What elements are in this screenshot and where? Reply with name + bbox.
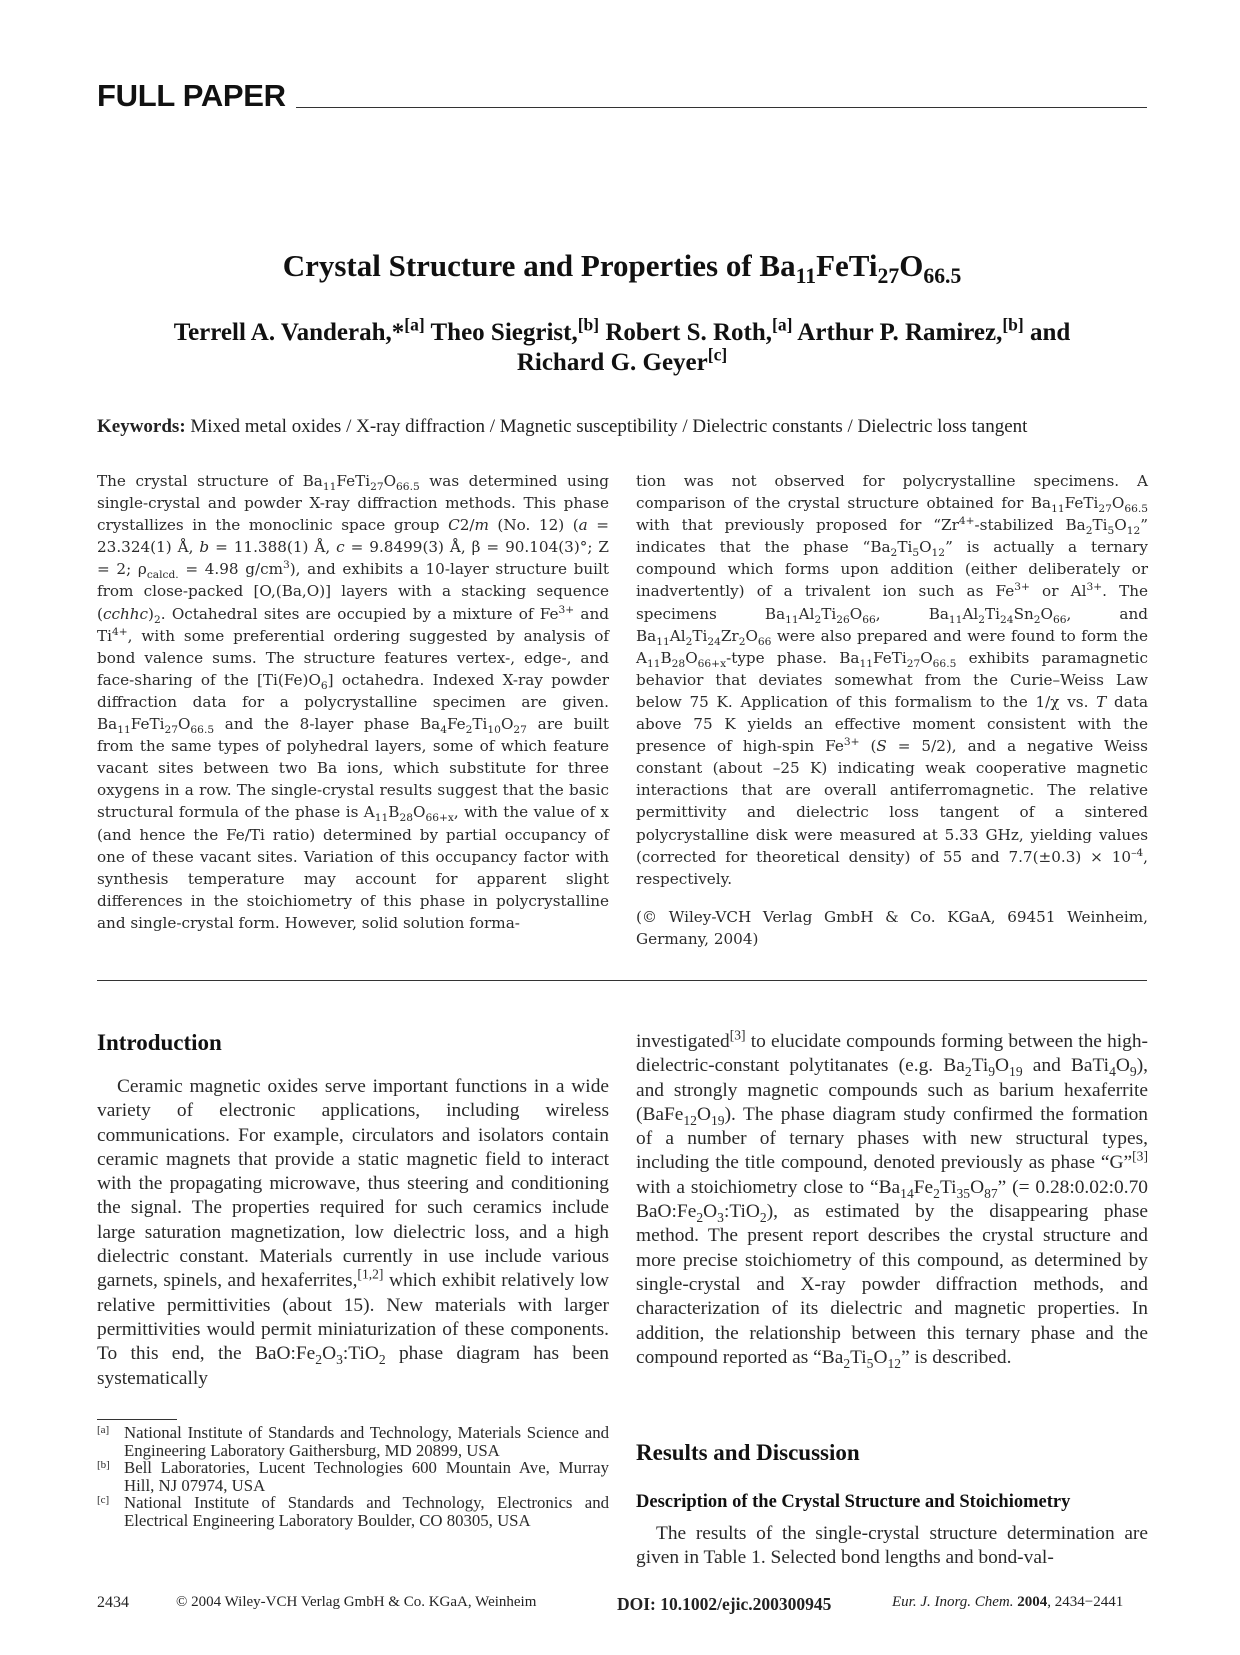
abstract-text-right: tion was not observed for polycrystalline specimens. A comparison of the crystal structure obtained for $Ba_{11}FeTi_{27}O_{66.5}$ with that previously proposed for “$Zr^{4+}$-stabilized $Ba_2Ti_5O_{12}$” indicates that the phase “$Ba_2Ti_5O_{12}$” is actually a ternary compound which forms upon addition (either deliberately or inadvertently) of a trivalent ion such as $Fe^{3+}$ or $Al^{3+}$. The specimens $Ba_{11}Al_2Ti_{26}O_{66}$, $Ba_{11}Al_2Ti_{24}Sn_2O_{66}$, and $Ba_{11}Al_2Ti_{24}Zr_2O_{66}$ were also prepared and were found to form the $A_{11}B_{28}O_{66+x}$-type phase. $Ba_{11}FeTi_{27}O_{66.5}$ exhibits paramagnetic behavior that deviates somewhat from the Curie–Weiss Law below 75 K. Application of this formalism to the 1/χ vs. T data above 75 K yields an effective moment consistent with the presence of high-spin $Fe^{3+}$ (S = 5/2), and a negative Weiss constant (about –25 K) indicating weak cooperative magnetic interactions that are overall antiferromagnetic. The relative permittivity and dielectric loss tangent of a sintered polycrystalline disk were measured at 5.33 GHz, yielding values (corrected for theoretical density) of 55 and $7.7(\pm 0.3) \times 10^{-4}$, respectively. <box>636 472 1148 888</box>
footnote-c <box>97 1494 609 1529</box>
section-header <box>97 78 1147 114</box>
footnote-mark: [c] <box>97 1494 110 1506</box>
abstract-left-column <box>97 470 609 934</box>
structure-subheading: Description of the Crystal Structure and Stoichiometry <box>636 1492 1071 1512</box>
introduction-heading: Introduction <box>97 1030 222 1055</box>
footnote-mark: [b] <box>97 1459 110 1471</box>
abstract-copyright: (© Wiley-VCH Verlag GmbH & Co. KGaA, 69451 Weinheim, Germany, 2004) <box>636 907 1148 948</box>
footnote-a <box>97 1424 609 1459</box>
introduction-text-continued: investigated[3] to elucidate compounds forming between the high-dielectric-constant polytitanates (e.g. $Ba_2Ti_9O_{19}$ and $BaTi_4O_9$), and strongly magnetic compounds such as barium hexaferrite $(BaFe_{12}O_{19})$. The phase diagram study confirmed the formation of a number of ternary phases with new structural types, including the title compound, denoted previously as phase “G”[3] with a stoichiometry close to “$Ba_{14}Fe_2Ti_{35}O_{87}$” (= 0.28:0.02:0.70 $BaO:Fe_2O_3:TiO_2$), as estimated by the disappearing phase method. The present report describes the crystal structure and more precise stoichiometry of this compound, as determined by single-crystal and X-ray powder diffraction methods, and characterization of its dielectric and magnetic properties. In addition, the relationship between this ternary phase and the compound reported as “$Ba_2Ti_5O_{12}$” is described. <box>636 1027 1148 1371</box>
footnote-mark: [a] <box>97 1424 110 1436</box>
article-title: Crystal Structure and Properties of $Ba_{11}FeTi_{27}O_{66.5}$ <box>282 248 962 289</box>
results-heading: Results and Discussion <box>636 1440 860 1465</box>
journal-name: Eur. J. Inorg. Chem. <box>892 1594 1014 1610</box>
keywords-label: Keywords: <box>97 416 186 437</box>
doi-link[interactable]: DOI: 10.1002/ejic.200300945 <box>617 1594 832 1614</box>
journal-citation <box>892 1594 1123 1611</box>
keywords-list: Mixed metal oxides / X-ray diffraction / Magnetic susceptibility / Dielectric constants / Dielectric loss tangent <box>190 416 1028 437</box>
introduction-text: Ceramic magnetic oxides serve important functions in a wide variety of electronic applications, including wireless communications. For example, circulators and isolators contain ceramic magnets that provide a static magnetic field to interact with the propagating microwave, thus steering and conditioning the signal. The properties required for such ceramics include large saturation magnetization, low dielectric loss, and a high dielectric constant. Materials currently in use include various garnets, spinels, and hexaferrites,[1,2] which exhibit relatively low relative permittivities (about 15). New materials with larger permittivities would permit miniaturization of these components. To this end, the $BaO:Fe_2O_3:TiO_2$ phase diagram has been systematically <box>97 1076 610 1389</box>
abstract-text-left: The crystal structure of $Ba_{11}FeTi_{27}O_{66.5}$ was determined using single-crystal and powder X-ray diffraction methods. This phase crystallizes in the monoclinic space group C2/m (No. 12) (a = 23.324(1) Å, b = 11.388(1) Å, c = 9.8499(3) Å, β = 90.104(3)°; Z = 2; $\rho_{calcd.} = 4.98$ $g/cm^3$), and exhibits a 10-layer structure built from close-packed [O,(Ba,O)] layers with a stacking sequence $(cchhc)_2$. Octahedral sites are occupied by a mixture of $Fe^{3+}$ and $Ti^{4+}$, with some preferential ordering suggested by analysis of bond valence sums. The structure features vertex-, edge-, and face-sharing of the $[Ti(Fe)O_6]$ octahedra. Indexed X-ray powder diffraction data for a polycrystalline specimen are given. $Ba_{11}FeTi_{27}O_{66.5}$ and the 8-layer phase $Ba_4Fe_2Ti_{10}O_{27}$ are built from the same types of polyhedral layers, some of which feature vacant sites between two Ba ions, which substitute for three oxygens in a row. The single-crystal results suggest that the basic structural formula of the phase is $A_{11}B_{28}O_{66+x}$, with the value of x (and hence the Fe/Ti ratio) determined by partial occupancy of one of these vacant sites. Variation of this occupancy factor with synthesis temperature may account for apparent slight differences in the stoichiometry of this phase in polycrystalline and single-crystal form. However, solid solution forma- <box>97 472 610 932</box>
affiliations <box>97 1424 609 1529</box>
footer-copyright: © 2004 Wiley-VCH Verlag GmbH & Co. KGaA, Weinheim <box>176 1594 537 1610</box>
footnote-text: Bell Laboratories, Lucent Technologies 600 Mountain Ave, Murray Hill, NJ 07974, USA <box>124 1458 609 1495</box>
section-label: FULL PAPER <box>97 78 296 113</box>
author-list: Terrell A. Vanderah,*[a] Theo Siegrist,[b] Robert S. Roth,[a] Arthur P. Ramirez,[b] and Richard G. Geyer[c] <box>173 314 1071 376</box>
journal-year: 2004 <box>1017 1594 1048 1610</box>
page-footer <box>0 1594 1240 1618</box>
page-number: 2434 <box>97 1594 129 1611</box>
footnote-b <box>97 1459 609 1494</box>
abstract-right-column <box>636 470 1148 950</box>
keywords <box>97 416 1147 438</box>
footnote-rule <box>97 1419 177 1420</box>
footnote-text: National Institute of Standards and Technology, Electronics and Electrical Engineering Laboratory Boulder, CO 80305, USA <box>124 1493 609 1530</box>
footnote-text: National Institute of Standards and Technology, Materials Science and Engineering Laboratory Gaithersburg, MD 20899, USA <box>124 1423 609 1460</box>
journal-pages: , 2434−2441 <box>1047 1594 1124 1610</box>
abstract-divider <box>97 980 1147 981</box>
results-text: The results of the single-crystal structure determination are given in Table 1. Selected bond lengths and bond-val- <box>636 1523 1148 1569</box>
